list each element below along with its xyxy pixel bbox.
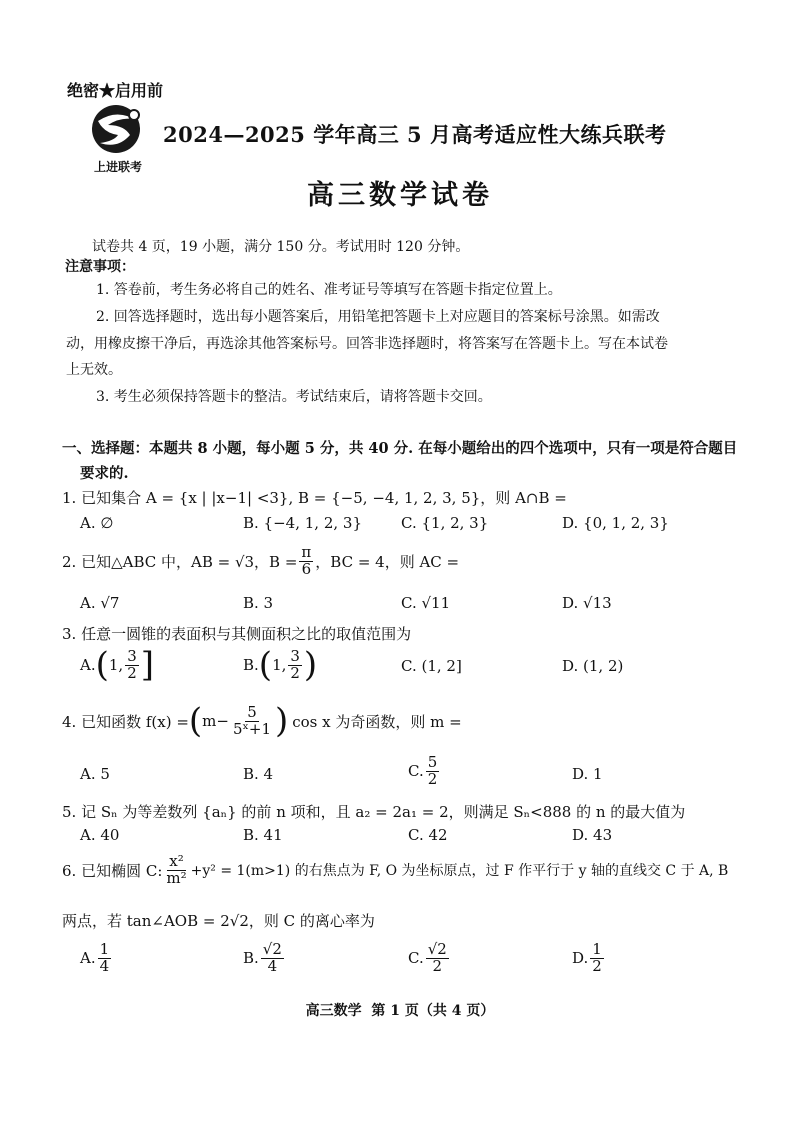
question-6-option-a-numerator: 1 bbox=[99, 940, 110, 958]
question-6-option-d bbox=[572, 942, 606, 975]
question-3-option-b bbox=[243, 645, 318, 685]
question-6-option-b bbox=[243, 942, 286, 975]
question-4-option-d: D. 1 bbox=[572, 765, 603, 783]
question-3-option-a-label: A. bbox=[80, 656, 96, 674]
question-3-option-b-denominator: 2 bbox=[290, 663, 300, 682]
question-4-m-minus: m− bbox=[202, 712, 229, 730]
question-3-option-a-lower: 1, bbox=[108, 656, 124, 674]
question-5-option-b: B. 41 bbox=[243, 826, 283, 844]
question-5-stem: 5. 记 Sₙ 为等差数列 {aₙ} 的前 n 项和，且 a₂ = 2a₁ = 2，则满足 Sₙ<888 的 n 的最大值为 bbox=[62, 803, 686, 821]
question-2-angle-denominator: 6 bbox=[301, 559, 312, 578]
question-2-stem-pre: 2. 已知△ABC 中，AB = √3，B = bbox=[62, 552, 298, 571]
question-6-stem-line-2: 两点，若 tan∠AOB = 2√2，则 C 的离心率为 bbox=[62, 912, 375, 930]
question-3-stem: 3. 任意一圆锥的表面积与其侧面积之比的取值范围为 bbox=[62, 625, 412, 643]
question-6-option-a-fraction bbox=[98, 942, 112, 975]
question-4-option-c-denominator: 2 bbox=[427, 769, 438, 788]
question-3-option-b-fraction bbox=[288, 646, 302, 682]
question-3-option-a-fraction bbox=[125, 646, 139, 682]
notice-title: 注意事项： bbox=[65, 259, 135, 275]
question-4-option-c-numerator: 5 bbox=[427, 753, 438, 771]
question-6-stem-pre: 6. 已知椭圆 C: bbox=[62, 861, 163, 880]
exam-series-title: 2024—2025 学年高三 5 月高考适应性大练兵联考 bbox=[163, 122, 667, 147]
page-title: 高三数学试卷 bbox=[307, 180, 493, 211]
question-6-option-c-numerator: √2 bbox=[427, 940, 447, 958]
question-1-option-c: C. {1, 2, 3} bbox=[401, 514, 489, 532]
question-3-option-c: C. (1, 2] bbox=[401, 657, 462, 675]
question-6-option-b-label: B. bbox=[243, 949, 259, 968]
question-6-ellipse-fraction bbox=[164, 854, 188, 887]
section-heading-line-2: 要求的. bbox=[80, 465, 129, 482]
question-2-option-a: A. √7 bbox=[80, 594, 120, 612]
question-4-option-a: A. 5 bbox=[80, 765, 110, 783]
question-2-angle-numerator: π bbox=[301, 543, 312, 561]
question-4-right-paren: ) bbox=[274, 701, 289, 741]
question-5-option-d: D. 43 bbox=[572, 826, 613, 844]
question-4-option-b: B. 4 bbox=[243, 765, 274, 783]
question-4-numerator: 5 bbox=[247, 702, 257, 721]
question-1-option-a: A. ∅ bbox=[80, 514, 114, 532]
question-4-stem bbox=[62, 701, 462, 741]
question-6-option-d-numerator: 1 bbox=[592, 940, 602, 958]
question-6-option-d-fraction bbox=[590, 942, 604, 975]
question-2-option-c: C. √11 bbox=[401, 594, 451, 612]
question-4-left-paren: ( bbox=[188, 701, 203, 741]
question-6-ellipse-numerator: x² bbox=[169, 852, 184, 870]
question-5-option-c: C. 42 bbox=[408, 826, 448, 844]
question-6-option-c-label: C. bbox=[408, 949, 424, 968]
question-2-stem-post: ，BC = 4，则 AC = bbox=[315, 552, 460, 571]
question-6-option-a bbox=[80, 942, 113, 975]
question-6-option-c bbox=[408, 942, 451, 975]
notice-item-1: 1. 答卷前，考生务必将自己的姓名、准考证号等填写在答题卡指定位置上。 bbox=[96, 282, 562, 298]
question-6-option-c-denominator: 2 bbox=[432, 956, 443, 975]
question-1-option-b: B. {−4, 1, 2, 3} bbox=[243, 514, 362, 532]
question-2-angle-fraction bbox=[299, 545, 313, 578]
question-4-stem-post: cos x 为奇函数，则 m = bbox=[292, 712, 462, 731]
question-3-option-a-right-bracket: ] bbox=[140, 645, 154, 685]
question-3-option-a-left-paren: ( bbox=[95, 645, 109, 685]
question-2-stem bbox=[62, 545, 459, 578]
question-4-denominator: 5ˣ+1 bbox=[232, 719, 271, 738]
question-4-stem-pre: 4. 已知函数 f(x) = bbox=[62, 712, 189, 731]
question-4-option-c bbox=[408, 755, 441, 788]
question-3-option-d: D. (1, 2) bbox=[562, 657, 624, 675]
question-6-stem-post: +y² = 1(m>1) 的右焦点为 F, O 为坐标原点，过 F 作平行于 y 轴的直线交 C 于 A, B bbox=[190, 863, 729, 880]
logo-text: 上进联考 bbox=[93, 160, 142, 174]
question-3-option-a bbox=[80, 645, 154, 685]
question-3-option-b-numerator: 3 bbox=[290, 646, 300, 665]
question-6-stem bbox=[62, 854, 728, 887]
notice-item-2-line-1: 2. 回答选择题时，选出每小题答案后，用铅笔把答题卡上对应题目的答案标号涂黑。如需改 bbox=[96, 309, 660, 325]
question-3-option-b-left-paren: ( bbox=[258, 645, 273, 685]
question-4-fraction bbox=[231, 702, 273, 738]
logo bbox=[78, 103, 158, 174]
question-1-option-d: D. {0, 1, 2, 3} bbox=[562, 514, 669, 532]
question-2-option-b: B. 3 bbox=[243, 594, 274, 612]
question-3-option-a-denominator: 2 bbox=[127, 663, 137, 682]
question-2-option-d: D. √13 bbox=[562, 594, 612, 612]
secrecy-label: 绝密★启用前 bbox=[67, 81, 164, 100]
question-6-option-d-label: D. bbox=[572, 949, 589, 968]
section-heading-line-1: 一、选择题：本题共 8 小题，每小题 5 分，共 40 分. 在每小题给出的四个选项中，只有一项是符合题目 bbox=[62, 440, 738, 457]
question-3-option-b-right-paren: ) bbox=[303, 645, 318, 685]
question-3-option-b-lower: 1, bbox=[272, 656, 287, 674]
notice-item-2-line-2: 动，用橡皮擦干净后，再选涂其他答案标号。回答非选择题时，将答案写在答题卡上。写在本试卷 bbox=[66, 336, 668, 352]
question-6-ellipse-denominator: m² bbox=[166, 868, 187, 887]
question-6-option-b-denominator: 4 bbox=[267, 956, 278, 975]
question-6-option-a-denominator: 4 bbox=[99, 956, 110, 975]
question-6-option-b-numerator: √2 bbox=[262, 940, 282, 958]
question-6-option-b-fraction bbox=[261, 942, 284, 975]
question-6-option-a-label: A. bbox=[80, 949, 96, 968]
question-3-option-a-numerator: 3 bbox=[127, 646, 137, 665]
question-4-option-c-fraction bbox=[426, 755, 440, 788]
logo-swirl-icon bbox=[78, 103, 158, 155]
notice-item-3: 3. 考生必须保持答题卡的整洁。考试结束后，请将答题卡交回。 bbox=[96, 389, 492, 405]
question-4-option-c-label: C. bbox=[408, 762, 424, 781]
notice-item-2-line-3: 上无效。 bbox=[66, 362, 122, 378]
question-6-option-d-denominator: 2 bbox=[592, 956, 602, 975]
exam-summary: 试卷共 4 页，19 小题，满分 150 分。考试用时 120 分钟。 bbox=[92, 239, 470, 255]
question-6-option-c-fraction bbox=[426, 942, 449, 975]
question-5-option-a: A. 40 bbox=[80, 826, 120, 844]
page-footer: 高三数学 第 1 页（共 4 页） bbox=[305, 1003, 495, 1019]
question-3-option-b-label: B. bbox=[243, 656, 259, 674]
question-1-stem: 1. 已知集合 A = {x | |x−1| <3}, B = {−5, −4, 1, 2, 3, 5}，则 A∩B = bbox=[62, 489, 567, 507]
